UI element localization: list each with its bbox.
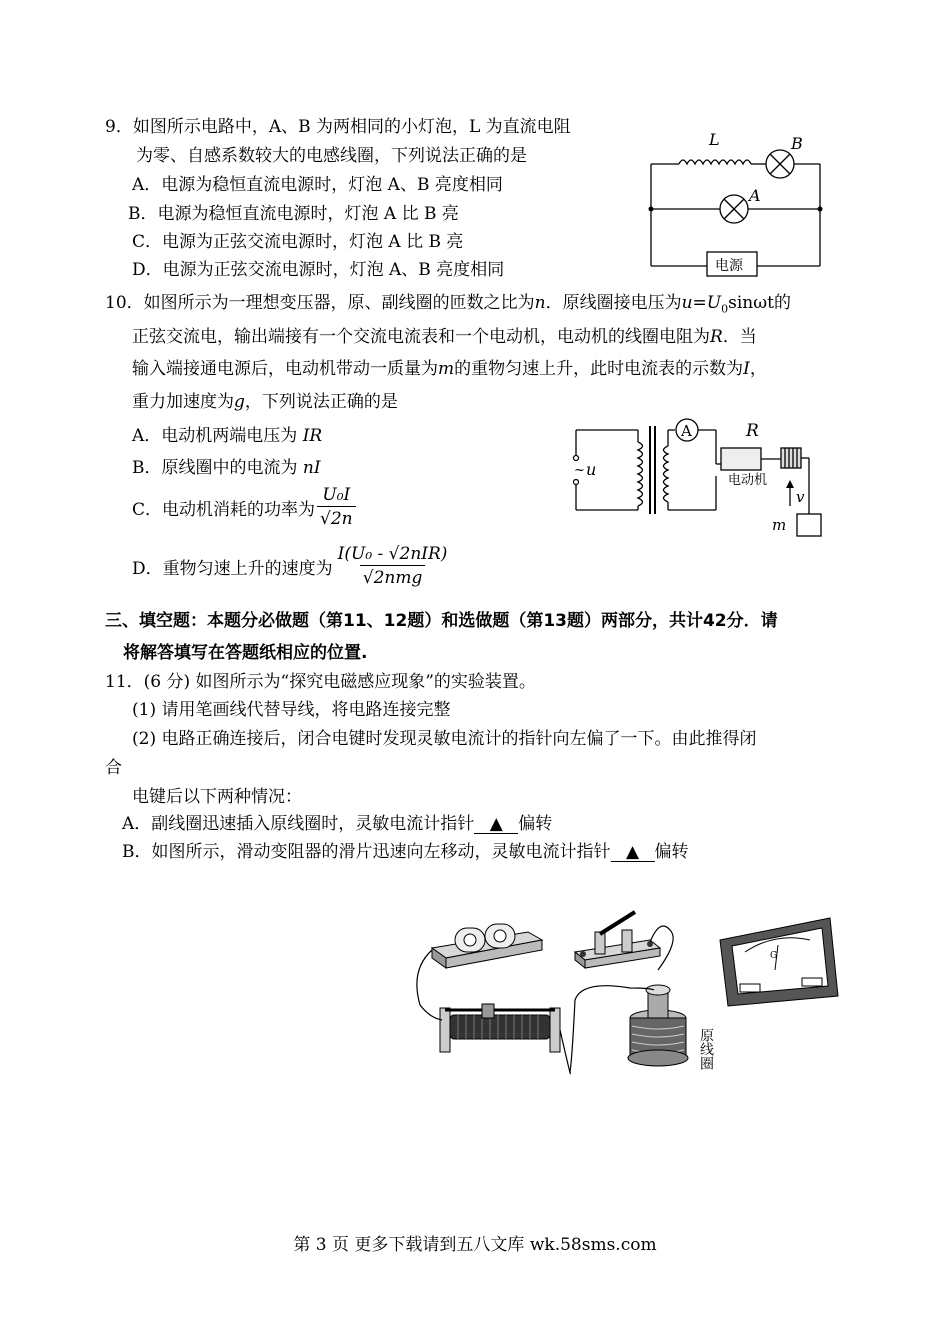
q10-stem-line1 (105, 292, 791, 320)
coil-label: 原线圈 (698, 1028, 714, 1070)
q11-option-text: A．副线圈迅速插入原线圈时，灵敏电流计指针 (122, 814, 475, 834)
q9-circuit-diagram (645, 128, 830, 278)
q11-part2-line3: 电键后以下两种情况： (132, 787, 302, 807)
q10-text: ，下列说法正确的是 (244, 392, 398, 412)
q10-option-d-fraction (335, 543, 451, 590)
q10-text: 10．如图所示为一理想变压器，原、副线圈的匝数之比为 (105, 293, 535, 313)
q11-part1: (1) 请用笔画线代替导线，将电路连接完整 (132, 700, 451, 720)
svg-text:G: G (770, 951, 778, 961)
primary-coil (628, 985, 714, 1070)
q11-part2-line2: 合 (105, 758, 122, 778)
q11-option-text: 偏转 (654, 842, 689, 862)
fraction-numerator: I(U₀ - √2nIR) (337, 544, 448, 564)
section3-heading-line1: 三、填空题：本题分必做题（第11、12题）和选做题（第13题）两部分，共计42分．请 (105, 611, 778, 631)
q9-label-L: L (709, 130, 720, 149)
q10-option-c-fraction (317, 484, 356, 531)
q10-sin: sinωt (728, 293, 774, 313)
q10-fig-m: m (772, 516, 787, 534)
section3-heading-line2: 将解答填写在答题纸相应的位置. (123, 643, 368, 663)
q10-R: R (710, 327, 723, 347)
q10-fig-u: u (586, 460, 597, 479)
svg-text:~: ~ (574, 463, 585, 478)
fraction-denominator: √2nmg (360, 565, 426, 590)
q10-voltage: u=U (681, 293, 722, 313)
rheostat (440, 1004, 560, 1052)
q10-option-value: nI (302, 458, 321, 478)
q10-option-d (132, 543, 450, 590)
q10-n: n (534, 293, 546, 313)
q10-fig-motor: 电动机 (728, 473, 768, 488)
q11-option-text: B．如图所示，滑动变阻器的滑片迅速向左移动，灵敏电流计指针 (122, 842, 611, 862)
q10-option-c (132, 484, 356, 531)
fraction-numerator: U₀I (322, 485, 351, 505)
q10-text: 输入端接通电源后，电动机带动一质量为 (132, 359, 438, 379)
q10-option-b (132, 457, 321, 479)
q10-text: ．原线圈接电压为 (545, 293, 682, 313)
q10-transformer-diagram (566, 418, 828, 542)
q9-label-A: A (749, 186, 761, 205)
battery-box (432, 924, 542, 968)
switch (575, 912, 660, 968)
q10-m: m (438, 359, 455, 379)
q10-option-a (132, 425, 322, 447)
q10-text: 的 (773, 293, 791, 313)
q10-text: 重力加速度为 (132, 392, 234, 412)
q10-text: ．当 (722, 327, 757, 347)
q10-option-text: B．原线圈中的电流为 (132, 458, 303, 478)
q11-apparatus-diagram (410, 910, 840, 1085)
q11-option-b (122, 841, 689, 863)
q10-fig-v: v (796, 488, 805, 506)
q9-label-B: B (791, 134, 803, 153)
q9-stem-line1: 9．如图所示电路中，A、B 为两相同的小灯泡，L 为直流电阻 (105, 117, 571, 137)
q9-stem-line2: 为零、自感系数较大的电感线圈，下列说法正确的是 (136, 146, 527, 166)
q10-text: ， (749, 359, 767, 379)
q10-fig-ammeter: A (681, 422, 692, 440)
q11-option-a (122, 813, 552, 835)
answer-blank[interactable]: ▲ (474, 815, 518, 834)
q10-stem-line4 (132, 391, 398, 413)
q9-label-source: 电源 (715, 258, 743, 274)
q10-option-text: A．电动机两端电压为 (132, 426, 303, 446)
q9-option-b: B．电源为稳恒直流电源时，灯泡 A 比 B 亮 (128, 204, 459, 224)
q10-option-text: C．电动机消耗的功率为 (132, 500, 316, 520)
q10-sub0: 0 (721, 302, 729, 316)
answer-blank[interactable]: ▲ (611, 843, 655, 862)
q10-fig-R: R (746, 421, 759, 441)
galvanometer (720, 918, 838, 1006)
q10-stem-line2 (132, 326, 757, 348)
q10-text: 正弦交流电，输出端接有一个交流电流表和一个电动机，电动机的线圈电阻为 (132, 327, 710, 347)
q10-I: I (743, 359, 750, 379)
page-footer: 第 3 页 更多下载请到五八文库 wk.58sms.com (293, 1235, 657, 1255)
q10-option-value: IR (302, 426, 323, 446)
q10-text: 的重物匀速上升，此时电流表的示数为 (454, 359, 744, 379)
q11-part2-line1: (2) 电路正确连接后，闭合电键时发现灵敏电流计的指针向左偏了一下。由此推得闭 (132, 729, 757, 749)
q10-g: g (234, 392, 245, 412)
q10-option-text: D．重物匀速上升的速度为 (132, 559, 333, 579)
q11-option-text: 偏转 (518, 814, 553, 834)
q9-option-c: C．电源为正弦交流电源时，灯泡 A 比 B 亮 (132, 232, 464, 252)
fraction-denominator: √2n (317, 506, 356, 531)
q9-option-a: A．电源为稳恒直流电源时，灯泡 A、B 亮度相同 (132, 175, 503, 195)
q10-stem-line3 (132, 358, 767, 380)
q11-stem: 11．(6 分) 如图所示为“探究电磁感应现象”的实验装置。 (105, 672, 536, 692)
q9-option-d: D．电源为正弦交流电源时，灯泡 A、B 亮度相同 (132, 260, 505, 280)
